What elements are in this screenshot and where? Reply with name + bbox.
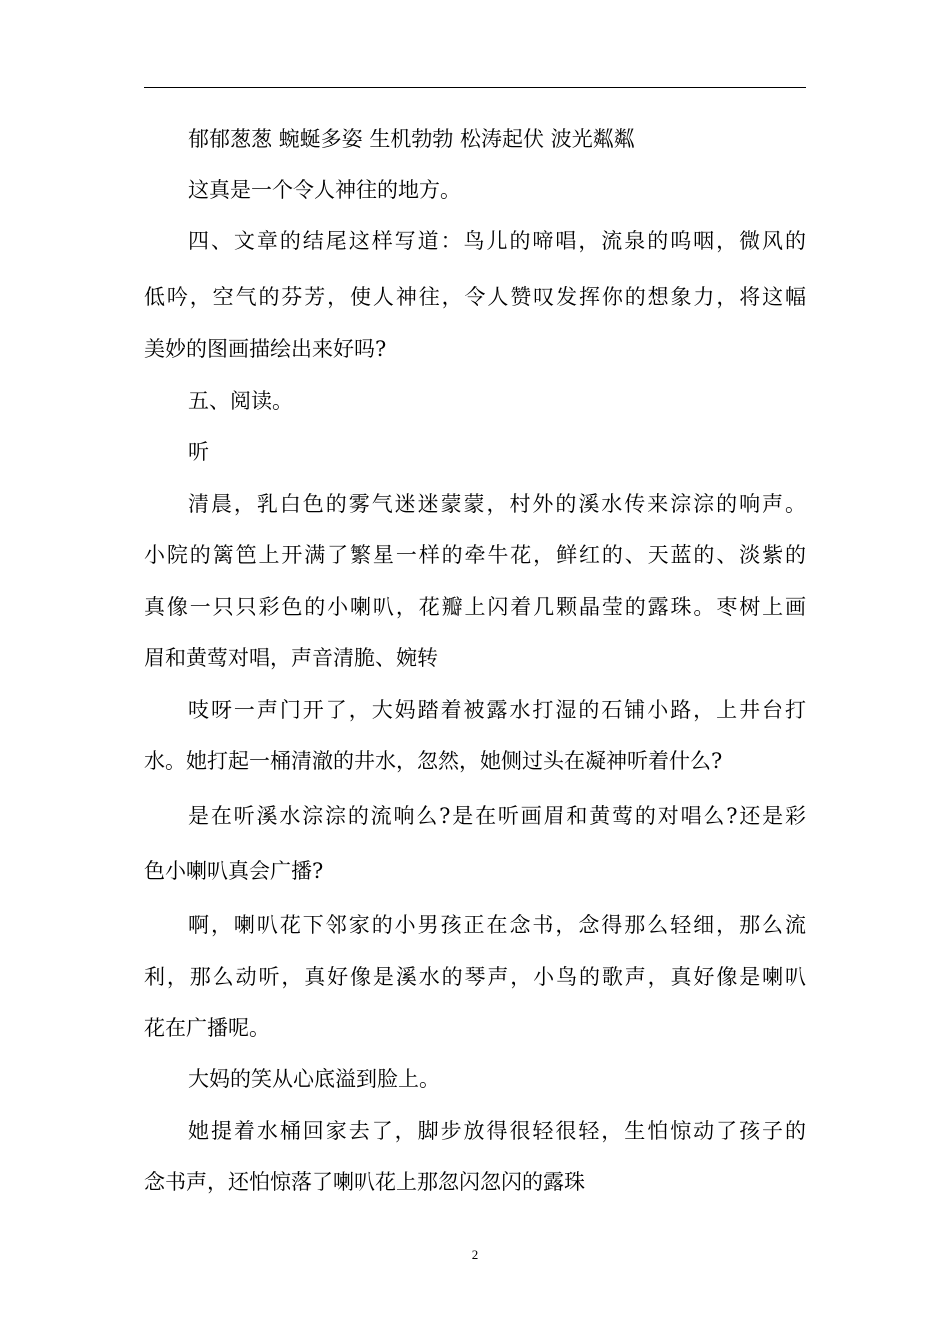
- paragraph-line: 这真是一个令人神往的地方。: [188, 178, 461, 202]
- reading-para-3-line-2: 色小喇叭真会广播?: [144, 859, 324, 883]
- reading-para-1-line-4: 眉和黄莺对唱，声音清脆、婉转: [144, 646, 438, 670]
- reading-title: 听: [188, 440, 209, 464]
- reading-para-1-line-1: 清晨，乳白色的雾气迷迷蒙蒙，村外的溪水传来淙淙的响声。: [188, 492, 806, 516]
- question-four-line-2: 低吟，空气的芬芳，使人神往，令人赞叹发挥你的想象力，将这幅: [144, 285, 806, 309]
- reading-para-1-line-2: 小院的篱笆上开满了繁星一样的牵牛花，鲜红的、天蓝的、淡紫的: [144, 543, 806, 567]
- word-list-line: 郁郁葱葱 蜿蜒多姿 生机勃勃 松涛起伏 波光粼粼: [188, 127, 635, 151]
- reading-para-2-line-1: 吱呀一声门开了，大妈踏着被露水打湿的石铺小路，上井台打: [188, 698, 806, 722]
- reading-para-4-line-2: 利，那么动听，真好像是溪水的琴声，小鸟的歌声，真好像是喇叭: [144, 965, 806, 989]
- header-rule: [144, 87, 806, 88]
- reading-para-5: 大妈的笑从心底溢到脸上。: [188, 1067, 440, 1091]
- reading-para-1-line-3: 真像一只只彩色的小喇叭，花瓣上闪着几颗晶莹的露珠。枣树上画: [144, 595, 806, 619]
- question-four-line-3: 美妙的图画描绘出来好吗?: [144, 337, 387, 361]
- page-number: 2: [471, 1247, 479, 1262]
- reading-para-6-line-1: 她提着水桶回家去了，脚步放得很轻很轻，生怕惊动了孩子的: [188, 1119, 806, 1143]
- reading-para-3-line-1: 是在听溪水淙淙的流响么?是在听画眉和黄莺的对唱么?还是彩: [188, 804, 806, 828]
- reading-para-4-line-1: 啊，喇叭花下邻家的小男孩正在念书，念得那么轻细，那么流: [188, 913, 806, 937]
- reading-para-6-line-2: 念书声，还怕惊落了喇叭花上那忽闪忽闪的露珠: [144, 1170, 585, 1194]
- section-heading-five: 五、阅读。: [188, 389, 293, 413]
- reading-para-2-line-2: 水。她打起一桶清澈的井水，忽然，她侧过头在凝神听着什么?: [144, 749, 723, 773]
- reading-para-4-line-3: 花在广播呢。: [144, 1016, 270, 1040]
- question-four-line-1: 四、文章的结尾这样写道：鸟儿的啼唱，流泉的呜咽，微风的: [188, 229, 806, 253]
